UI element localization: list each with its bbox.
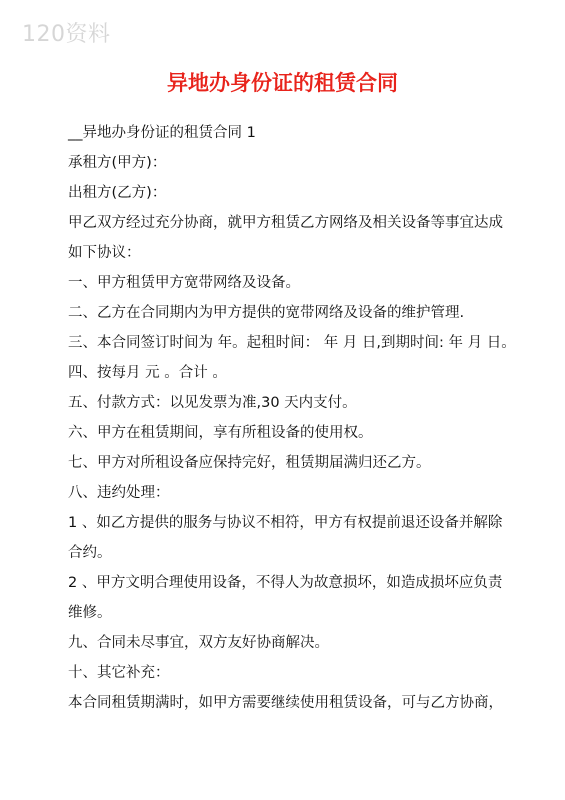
document-body xyxy=(68,118,518,718)
clause-3: 三、本合同签订时间为 年。起租时间： 年 月 日,到期时间: 年 月 日。 xyxy=(68,335,516,351)
clause-8-1-line-1: 1 、如乙方提供的服务与协议不相符，甲方有权提前退还设备并解除 xyxy=(68,515,503,531)
closing-paragraph-line-1: 本合同租赁期满时，如甲方需要继续使用租赁设备，可与乙方协商， xyxy=(68,695,503,711)
intro-paragraph-line-2: 如下协议： xyxy=(68,245,141,261)
clause-2: 二、乙方在合同期内为甲方提供的宽带网络及设备的维护管理. xyxy=(68,305,465,321)
watermark: 120资料 xyxy=(22,22,111,47)
clause-5: 五、付款方式：以见发票为准,30 天内支付。 xyxy=(68,395,357,411)
clause-8-2-line-1: 2 、甲方文明合理使用设备，不得人为故意损坏，如造成损坏应负责 xyxy=(68,575,503,591)
clause-8-1-line-2: 合约。 xyxy=(68,545,112,561)
clause-4: 四、按每月 元 。合计 。 xyxy=(68,365,227,381)
clause-10: 十、其它补充： xyxy=(68,665,170,681)
lessor-label: 出租方(乙方)： xyxy=(68,185,167,201)
clause-7: 七、甲方对所租设备应保持完好，租赁期届满归还乙方。 xyxy=(68,455,431,471)
clause-6: 六、甲方在租赁期间，享有所租设备的使用权。 xyxy=(68,425,373,441)
clause-9: 九、合同未尽事宜，双方友好协商解决。 xyxy=(68,635,329,651)
clause-8-2-line-2: 维修。 xyxy=(68,605,112,621)
document-title: 异地办身份证的租赁合同 xyxy=(167,71,398,95)
contract-heading: __异地办身份证的租赁合同 1 xyxy=(68,125,256,141)
lessee-label: 承租方(甲方)： xyxy=(68,155,167,171)
intro-paragraph-line-1: 甲乙双方经过充分协商，就甲方租赁乙方网络及相关设备等事宜达成 xyxy=(68,215,503,231)
clause-8: 八、违约处理： xyxy=(68,485,170,501)
clause-1: 一、甲方租赁甲方宽带网络及设备。 xyxy=(68,275,300,291)
